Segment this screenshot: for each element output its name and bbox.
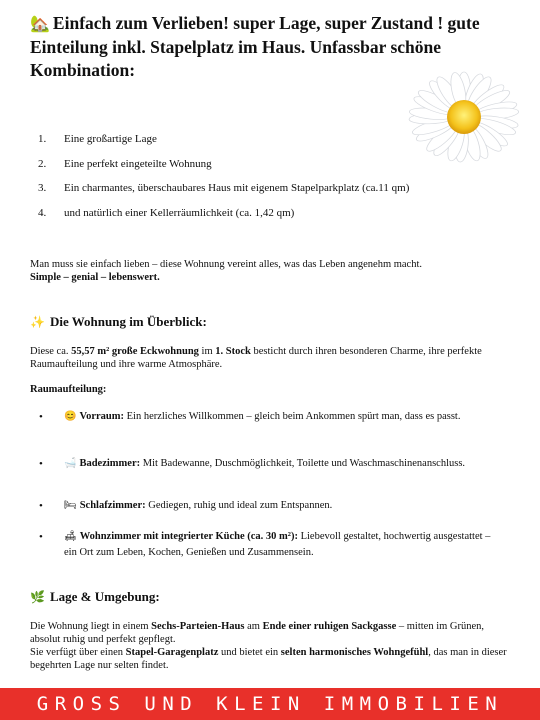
herb-icon: 🌿 xyxy=(30,590,45,604)
intro-paragraph: Man muss sie einfach lieben – diese Wohnung vereint alles, was das Leben angenehm macht. Simple – genial – lebenswert. xyxy=(30,259,423,283)
list-item: 1. Eine großartige Lage xyxy=(38,133,157,145)
sparkles-icon: ✨ xyxy=(30,315,45,329)
location-heading: 🌿 Lage & Umgebung: xyxy=(30,589,160,604)
highlights-list xyxy=(38,132,409,230)
layout-heading: Raumaufteilung: xyxy=(30,384,107,395)
smiley-icon: 😊 xyxy=(64,411,77,422)
location-paragraph: Die Wohnung liegt in einem Sechs-Parteien-Haus am Ende einer ruhigen Sackgasse – mitten im Grünen, absolut ruhig und perfekt gepflegt. Sie verfügt über einen Stapel-Garagenplatz und bietet ein selten harmonisches Wohngefühl, das man in dieser begehrten Lage nur selten findet. xyxy=(30,621,507,671)
brand-banner xyxy=(0,688,540,720)
list-item: • 🛁 Badezimmer: Mit Badewanne, Duschmöglichkeit, Toilette und Waschmaschinenanschluss. xyxy=(39,458,466,470)
list-item: 3. Ein charmantes, überschaubares Haus mit eigenem Stapelparkplatz (ca.11 qm) xyxy=(38,182,410,194)
house-icon: 🏡 xyxy=(30,16,50,33)
list-item: • 😊 Vorraum: Ein herzliches Willkommen – gleich beim Ankommen spürt man, dass es passt. xyxy=(39,411,461,423)
bathtub-icon: 🛁 xyxy=(64,458,77,469)
overview-heading: ✨ Die Wohnung im Überblick: xyxy=(30,314,207,329)
list-item: • 🛋 Wohnzimmer mit integrierter Küche (ca. 30 m²): Liebevoll gestaltet, hochwertig ausgestattet – ein Ort zum Leben, Kochen, Genießen und Zusammensein. xyxy=(39,531,491,558)
slogan: Simple – genial – lebenswert. xyxy=(30,272,160,283)
list-item: 4. und natürlich einer Kellerräumlichkeit (ca. 1,42 qm) xyxy=(38,206,295,219)
brand-name: GROSS UND KLEIN IMMOBILIEN xyxy=(36,693,504,715)
page-title-text: Einfach zum Verlieben! super Lage, super Zustand ! gute Einteilung inkl. Stapelplatz im Haus. Unfassbar schöne Kombination: xyxy=(30,13,480,80)
bed-icon: 🛏 xyxy=(64,500,77,511)
list-item: • 🛏 Schlafzimmer: Gediegen, ruhig und ideal zum Entspannen. xyxy=(39,500,333,512)
sofa-icon: 🛋 xyxy=(64,531,77,542)
daisy-flower-image xyxy=(398,62,530,172)
overview-paragraph: Diese ca. 55,57 m² große Eckwohnung im 1. Stock besticht durch ihren besonderen Charme, ihre perfekte Raumaufteilung und ihre warme Atmosphäre. xyxy=(30,346,482,370)
list-item: 2. Eine perfekt eingeteilte Wohnung xyxy=(38,157,212,170)
